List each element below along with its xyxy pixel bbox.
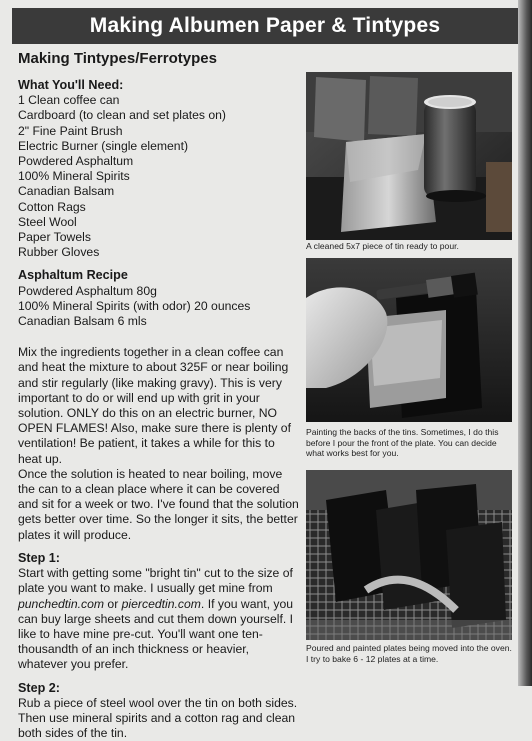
step1-or: or xyxy=(104,596,122,611)
photo-painting-tins xyxy=(306,258,512,422)
list-item: Cotton Rags xyxy=(18,199,86,214)
list-item: 100% Mineral Spirits (with odor) 20 ounces xyxy=(18,298,251,313)
list-item: Rubber Gloves xyxy=(18,245,100,260)
photo-cleaned-tin-art xyxy=(306,72,512,240)
spacer xyxy=(18,543,300,551)
page-title: Making Albumen Paper & Tintypes xyxy=(89,14,441,37)
recipe-list xyxy=(18,284,300,330)
spacer xyxy=(18,673,300,681)
list-item: 1 Clean coffee can xyxy=(18,93,120,108)
list-item: Canadian Balsam xyxy=(18,184,115,199)
step1-paragraph xyxy=(18,566,300,672)
needs-heading: What You'll Need: xyxy=(18,78,124,92)
caption-painting-tins: Painting the backs of the tins. Sometimes, I do this before I pour the front of the plate. You can decide what works best for you. xyxy=(306,427,499,459)
article-body xyxy=(18,78,300,741)
step2-heading: Step 2: xyxy=(18,680,60,695)
photo-oven-plates xyxy=(306,470,512,640)
list-item: Canadian Balsam 6 mls xyxy=(18,314,147,329)
list-item: Powdered Asphaltum 80g xyxy=(18,283,157,298)
step1-text-b: . If you want, you can buy large sheets and cut them down yourself. I like to have mine pre-cut. You'll want one ten-thousandth of an inch thickness or heavier, whatever you prefer. xyxy=(18,596,294,672)
list-item: Steel Wool xyxy=(18,214,77,229)
header-banner xyxy=(12,8,518,44)
photo-oven-plates-art xyxy=(306,470,512,640)
recipe-heading: Asphaltum Recipe xyxy=(18,268,128,283)
photo-painting-tins-art xyxy=(306,258,512,422)
step1-text-a: Start with getting some "bright tin" cut to the size of plate you want to make. I usually get mine from xyxy=(18,566,293,596)
list-item: Electric Burner (single element) xyxy=(18,138,189,153)
list-item: 2" Fine Paint Brush xyxy=(18,123,123,138)
page-edge-shadow xyxy=(518,0,532,686)
mixing-paragraph: Mix the ingredients together in a clean coffee can and heat the mixture to about 325F or near boiling and stir regularly (like making gravy). This is very important to do or will end up with grit in your solution. ONLY do this on an electric burner, NO OPEN FLAMES! Also, make sure there is plenty of ventilation! Be patient, it takes a while for this to heat up. xyxy=(18,345,291,466)
list-item: Cardboard (to clean and set plates on) xyxy=(18,108,226,123)
list-item: Paper Towels xyxy=(18,230,91,245)
punchedtin-link[interactable]: punchedtin.com xyxy=(18,596,105,611)
photo-cleaned-tin xyxy=(306,72,512,240)
list-item: Powdered Asphaltum xyxy=(18,154,134,169)
resting-paragraph: Once the solution is heated to near boiling, move the can to a clean place where it can be covered and sit for a week or two. I've found that the solution gets better over time. So the longer it sits, the better plates it will produce. xyxy=(18,466,299,542)
step2-paragraph: Rub a piece of steel wool over the tin on both sides. Then use mineral spirits and a cotton rag and clean both sides of the tin. xyxy=(18,695,298,741)
needs-list xyxy=(18,93,300,260)
caption-oven-plates: Poured and painted plates being moved into the oven. I try to bake 6 - 12 plates at a time. xyxy=(306,643,512,664)
list-item: 100% Mineral Spirits xyxy=(18,169,130,184)
caption-cleaned-tin: A cleaned 5x7 piece of tin ready to pour. xyxy=(306,241,459,251)
step1-heading: Step 1: xyxy=(18,550,60,565)
spacer xyxy=(18,337,300,345)
section-title: Making Tintypes/Ferrotypes xyxy=(18,50,217,67)
piercedtin-link[interactable]: piercedtin.com xyxy=(121,596,201,611)
